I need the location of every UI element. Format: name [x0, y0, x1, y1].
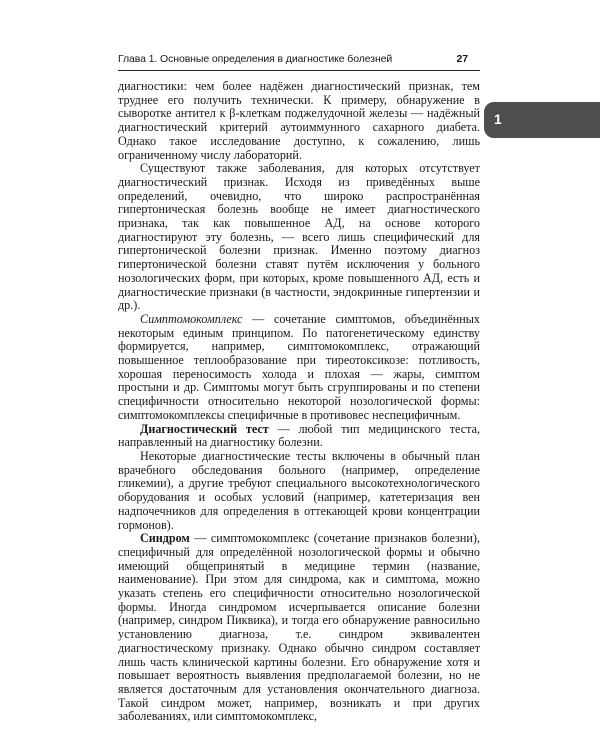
definition-text: — симптомокомплекс (сочетание признаков болезни), специфичный для определённой нозологической формы и обычно имеющий общепринятый в медицине термин (название, наименование). При этом для синдрома, как и симптома, можно указать степень его специфичности относительно нозологической формы. Иногда синдромом исчерпывается описание болезни (например, синдром Пиквика), и тогда его обнаружение равносильно установлению диагноза, т.е. синдром эквивалентен диагностическому признаку. Однако обычно синдром составляет лишь часть клинической картины болезни. Его обнаружение хотя и повышает вероятность выявления предполагаемой болезни, но не является достаточным для установления окончательного диагноза. Такой синдром может, например, возникать и при других заболеваниях, или симптомокомплекс, — [118, 531, 480, 724]
term-diagnostic-test: Диагностический тест — [140, 421, 269, 436]
running-header — [118, 51, 480, 67]
page-number: 27 — [456, 53, 468, 65]
term-symptom-complex: Симптомокомплекс — [140, 311, 243, 326]
chapter-tab — [484, 102, 600, 138]
paragraph-definition — [118, 313, 480, 423]
paragraph: Существуют также заболевания, для которых отсутствует диагностический признак. Исходя из приведённых выше определений, очевидно, что широко распространённая гипертоническая болезнь вообще не имеет диагностического признака, так как повышенное АД, на основе которого диагностируют эту болезнь, — всего лишь специфический для гипертонической болезни признак. Именно поэтому диагноз гипертонической болезни ставят путём исключения у больного нозологических форм, при которых, кроме повышенного АД, есть и диагностические признаки (в частности, эндокринные гипертензии и др.). — [118, 161, 480, 313]
definition-text: — сочетание симптомов, объединённых некоторым единым принципом. По патогенетическому единству формируется, например, симптомокомплекс, отражающий повышенное теплообразование при тиреотоксикозе: потливость, хорошая переносимость холода и плохая — жары, симптом простыни и др. Симптомы могут быть сгруппированы и по степени специфичности относительно некоторой нозологической формы: симптомокомплексы специфичные в противовес неспецифичным. — [118, 311, 480, 422]
body-text — [118, 80, 480, 724]
chapter-tab-number: 1 — [494, 111, 502, 127]
definition-text: — любой тип медицинского теста, направленный на диагностику болезни. — [118, 421, 480, 450]
paragraph-definition — [118, 532, 480, 724]
paragraph: диагностики: чем более надёжен диагностический признак, тем труднее его получить технически. К примеру, обнаружение в сыворотке антител к β-клеткам поджелудочной железы — надёжный диагностический критерий аутоиммунного сахарного диабета. Однако такое исследование доступно, к сожалению, лишь ограниченному числу лабораторий. — [118, 79, 480, 162]
running-header-title: Глава 1. Основные определения в диагностике болезней — [118, 53, 393, 65]
paragraph-definition — [118, 423, 480, 450]
paragraph: Некоторые диагностические тесты включены в обычный план врачебного обследования больного (например, определение гликемии), а другие требуют специального высокотехнологического оборудования и особых условий (например, катетеризация вен надпочечников для определения в оттекающей крови концентрации гормонов). — [118, 448, 480, 532]
term-syndrome: Синдром — [140, 531, 190, 546]
header-rule — [118, 70, 480, 71]
